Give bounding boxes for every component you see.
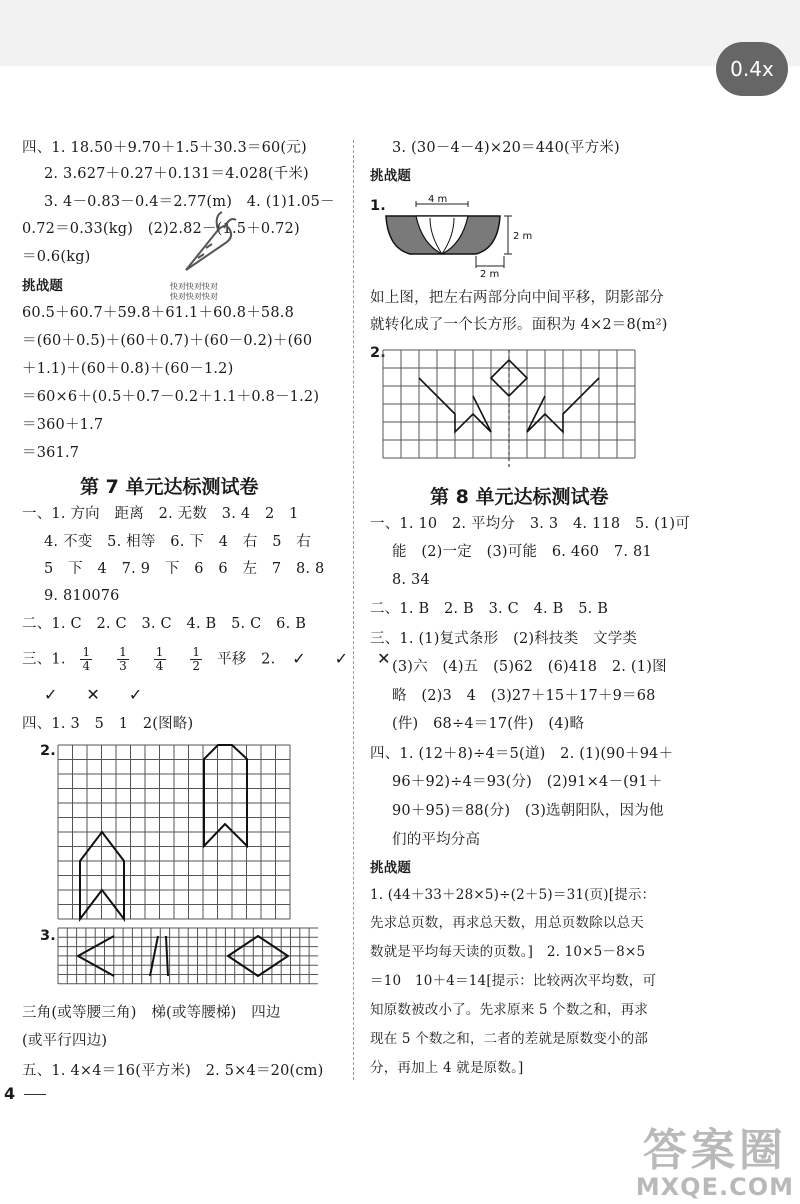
u8-line-4: 二、1. B 2. B 3. C 4. B 5. B: [370, 601, 609, 617]
cross-mark: ✕: [377, 648, 391, 668]
column-divider: [353, 140, 354, 1080]
u7-s3-line: 三、1. $\frac{1}{4}$ $\frac{1}{3}$ $\frac{1}{4}$ $\frac{1}{2}$ 平移 2. ✓ ✓ ✕: [22, 645, 391, 673]
fraction-3: $\frac{1}{4}$: [155, 645, 164, 673]
c2-line-7: 分，再加上 4 就是原数。]: [370, 1060, 524, 1076]
u8-line-3: 8. 34: [392, 572, 430, 588]
carrot-stamp-icon: [168, 208, 238, 278]
q3-answer-line-2: (或平行四边): [22, 1033, 108, 1049]
grid-figure-challenge2: [383, 350, 635, 462]
check-mark: ✓: [292, 648, 306, 668]
challenge-label-right: 挑战题: [370, 168, 412, 184]
s4-line-4: 0.72＝0.33(kg) (2)2.82－(1.5＋0.72): [22, 221, 300, 237]
label-2m-right: 2 m: [513, 231, 533, 242]
fraction-1: $\frac{1}{4}$: [82, 645, 91, 673]
u8-line-9: 四、1. (12＋8)÷4＝5(道) 2. (1)(90＋94＋: [370, 746, 674, 762]
u8-line-11: 90＋95)＝88(分) (3)选朝阳队，因为他: [392, 803, 664, 819]
u8-line-10: 96＋92)÷4＝93(分) (2)91×4－(91＋: [392, 774, 663, 790]
u7-s3-marks-row2: [44, 684, 154, 707]
q3-label-left: 3.: [40, 928, 56, 944]
viewer-toolbar: [0, 0, 800, 66]
u8-line-8: (件) 68÷4＝17(件) (4)略: [392, 716, 585, 732]
c1-label: 1.: [370, 198, 386, 214]
c1-text-1: 如上图，把左右两部分向中间平移，阴影部分: [370, 290, 664, 306]
u8-line-12: 们的平均分高: [392, 832, 481, 848]
u8-line-6: (3)六 (4)五 (5)62 (6)418 2. (1)图: [392, 659, 667, 675]
s4-line-3: 3. 4－0.83－0.4＝2.77(m) 4. (1)1.05－: [44, 194, 335, 210]
fraction-4: $\frac{1}{2}$: [192, 645, 201, 673]
u7-line-5: 二、1. C 2. C 3. C 4. B 5. C 6. B: [22, 616, 307, 632]
u8-line-5: 三、1. (1)复式条形 (2)科技类 文学类: [370, 631, 638, 647]
challenge-line-3: ＋1.1)＋(60＋0.8)＋(60－1.2): [22, 361, 234, 377]
s4-line-5: ＝0.6(kg): [22, 249, 91, 265]
stamp-caption: 快对快对快对 快对快对快对: [170, 282, 218, 301]
challenge-line-2: ＝(60＋0.5)＋(60＋0.7)＋(60－0.2)＋(60: [22, 333, 313, 349]
page-number: 4: [4, 1084, 16, 1103]
c1-text-2: 就转化成了一个长方形。面积为 4×2＝8(m²): [370, 317, 668, 333]
challenge-label-left: 挑战题: [22, 278, 64, 294]
label-2m-bottom: 2 m: [480, 269, 500, 280]
u7-line-3: 5 下 4 7. 9 下 6 6 左 7 8. 8: [44, 561, 325, 577]
u7-line-4: 9. 810076: [44, 588, 120, 604]
u7-line-1: 一、1. 方向 距离 2. 无数 3. 4 2 1: [22, 506, 299, 522]
fraction-2: $\frac{1}{3}$: [119, 645, 127, 673]
u7-s5-line: 五、1. 4×4＝16(平方米) 2. 5×4＝20(cm): [22, 1063, 324, 1079]
c2-line-2: 先求总页数，再求总天数，用总页数除以总天: [370, 915, 644, 931]
challenge-line-5: ＝360＋1.7: [22, 417, 104, 433]
c2-line-3: 数就是平均每天读的页数。] 2. 10×5－8×5: [370, 944, 646, 960]
c2-line-5: 知原数被改小了。先求原来 5 个数之和，再求: [370, 1002, 649, 1018]
c2-line-6: 现在 5 个数之和，二者的差就是原数变小的部: [370, 1031, 649, 1047]
s4-line-1: 四、1. 18.50＋9.70＋1.5＋30.3＝60(元): [22, 140, 307, 156]
grid-figure-q2: [58, 745, 290, 919]
c2-line-4: ＝10 10＋4＝14[提示：比较两次平均数，可: [370, 973, 657, 989]
u8-line-2: 能 (2)一定 (3)可能 6. 460 7. 81: [392, 544, 652, 560]
s4-line-2: 2. 3.627＋0.27＋0.131＝4.028(千米): [44, 166, 309, 182]
bowl-translation-figure: [380, 194, 533, 280]
zoom-level-badge[interactable]: 0.4x: [716, 42, 788, 96]
check-mark: ✓: [44, 685, 58, 704]
u8-line-7: 略 (2)3 4 (3)27＋15＋17＋9＝68: [392, 688, 656, 704]
r1-line: 3. (30－4－4)×20＝440(平方米): [392, 140, 620, 156]
u8-line-1: 一、1. 10 2. 平均分 3. 3 4. 118 5. (1)可: [370, 516, 690, 532]
u7-line-2: 4. 不变 5. 相等 6. 下 4 右 5 右: [44, 534, 312, 550]
label-4m: 4 m: [428, 194, 448, 205]
check-mark: ✓: [334, 648, 349, 668]
challenge-line-1: 60.5＋60.7＋59.8＋61.1＋60.8＋58.8: [22, 305, 295, 321]
grid-figure-q3: [58, 928, 318, 986]
q2-label-left: 2.: [40, 743, 56, 759]
cross-mark: ✕: [86, 685, 101, 704]
challenge-line-4: ＝60×6＋(0.5＋0.7－0.2＋1.1＋0.8－1.2): [22, 389, 320, 405]
challenge-line-6: ＝361.7: [22, 445, 80, 461]
q3-answer-line-1: 三角(或等腰三角) 梯(或等腰梯) 四边: [22, 1005, 281, 1021]
unit7-title: 第 7 单元达标测试卷: [80, 476, 259, 498]
unit8-title: 第 8 单元达标测试卷: [430, 486, 609, 508]
check-mark: ✓: [128, 685, 143, 704]
page-number-dash: [24, 1094, 46, 1095]
c2-label: 2.: [370, 345, 386, 361]
watermark: 答案圈 MXQE.COM: [635, 1125, 794, 1201]
shape-upper-right: [204, 745, 247, 846]
challenge2-label: 挑战题: [370, 860, 412, 876]
c2-line-1: 1. (44＋33＋28×5)÷(2＋5)＝31(页)[提示：: [370, 887, 656, 903]
u7-s4-line: 四、1. 3 5 1 2(图略): [22, 716, 194, 732]
